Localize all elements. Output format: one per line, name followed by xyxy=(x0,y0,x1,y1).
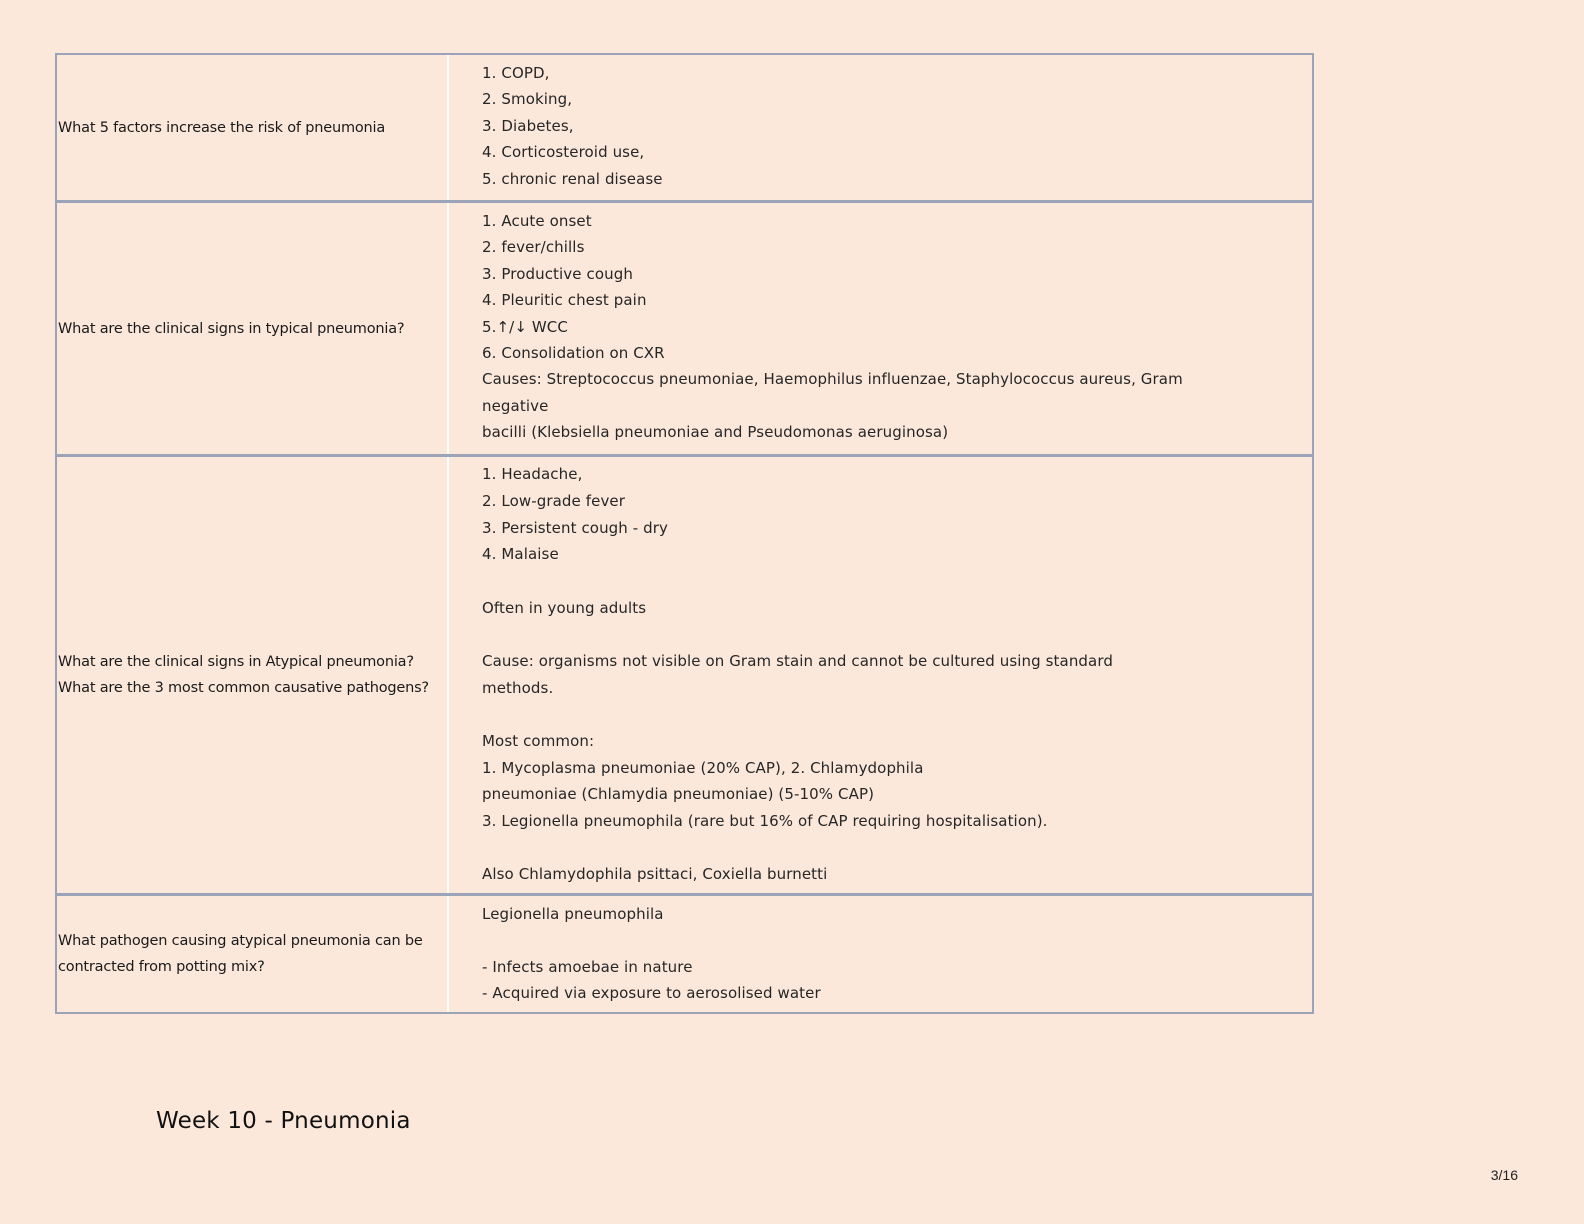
answer-line: 3. Legionella pneumophila (rare but 16% of CAP requiring hospitalisation). xyxy=(482,812,1048,831)
answer-line: 6. Consolidation on CXR xyxy=(482,343,665,362)
answer-line: Often in young adults xyxy=(482,598,647,617)
answer-line: 1. COPD, xyxy=(482,64,550,82)
answer-line: Causes: Streptococcus pneumoniae, Haemophilus influenzae, Staphylococcus aureus, Gram xyxy=(482,370,1183,389)
question-cell xyxy=(57,203,449,454)
answer-line: 1. Acute onset xyxy=(482,212,592,230)
answer-line: methods. xyxy=(482,678,554,697)
answer-line: negative xyxy=(482,396,549,415)
answer-line: 5. chronic renal disease xyxy=(482,169,663,188)
answer-cell xyxy=(449,55,1312,200)
answer-line: 4. Pleuritic chest pain xyxy=(482,291,647,310)
answer-line: 2. Low-grade fever xyxy=(482,491,626,510)
answer-line: 4. Malaise xyxy=(482,545,559,564)
answer-line: - Infects amoebae in nature xyxy=(482,957,693,976)
answer-line: 2. fever/chills xyxy=(482,238,585,257)
answer-line xyxy=(482,568,1312,594)
flashcard-row xyxy=(57,454,1312,893)
answer-line xyxy=(482,927,1312,953)
answer-line xyxy=(482,835,1312,861)
answer-line: pneumoniae (Chlamydia pneumoniae) (5-10% CAP) xyxy=(482,785,875,804)
flashcard-row xyxy=(57,200,1312,454)
question-cell xyxy=(57,457,449,893)
question-cell xyxy=(57,55,449,200)
answer-line: 4. Corticosteroid use, xyxy=(482,143,645,162)
question-text: What 5 factors increase the risk of pneumonia xyxy=(58,119,386,136)
answer-line: 3. Productive cough xyxy=(482,264,633,283)
flashcard-row xyxy=(57,893,1312,1012)
flashcard-row xyxy=(57,55,1312,200)
question-text: What are the clinical signs in typical pneumonia? xyxy=(58,320,405,337)
answer-line xyxy=(482,701,1312,727)
answer-line: Also Chlamydophila psittaci, Coxiella burnetti xyxy=(482,865,828,884)
answer-line: 5.↑/↓ WCC xyxy=(482,317,568,336)
answer-line: Cause: organisms not visible on Gram stain and cannot be cultured using standard xyxy=(482,651,1113,670)
answer-cell xyxy=(449,896,1312,1012)
answer-line: 1. Mycoplasma pneumoniae (20% CAP), 2. Chlamydophila xyxy=(482,758,924,777)
deck-title: Week 10 - Pneumonia xyxy=(156,1108,411,1134)
flashcard-table xyxy=(55,53,1314,1014)
answer-cell xyxy=(449,203,1312,454)
answer-line: - Acquired via exposure to aerosolised water xyxy=(482,984,821,1003)
question-text: What are the clinical signs in Atypical pneumonia? What are the 3 most common causative pathogens? xyxy=(58,654,429,696)
answer-line: bacilli (Klebsiella pneumoniae and Pseudomonas aeruginosa) xyxy=(482,423,949,442)
answer-line: 3. Diabetes, xyxy=(482,116,574,135)
question-cell xyxy=(57,896,449,1012)
page-number: 3/16 xyxy=(1490,1167,1518,1183)
answer-cell xyxy=(449,457,1312,893)
answer-line: 1. Headache, xyxy=(482,465,583,483)
answer-line xyxy=(482,621,1312,647)
question-text: What pathogen causing atypical pneumonia can be contracted from potting mix? xyxy=(58,933,423,975)
answer-line: 3. Persistent cough - dry xyxy=(482,518,669,537)
answer-line: Legionella pneumophila xyxy=(482,905,664,923)
answer-line: Most common: xyxy=(482,731,595,750)
answer-line: 2. Smoking, xyxy=(482,90,573,109)
